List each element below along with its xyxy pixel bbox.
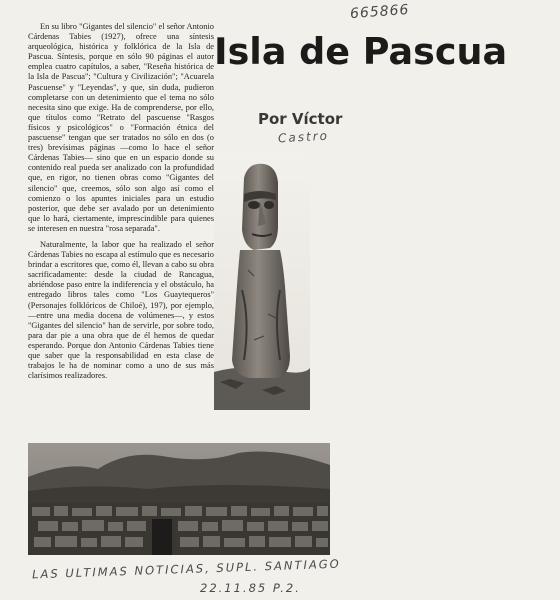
- article-paragraph-1: En su libro "Gigantes del silencio" el señor Antonio Cárdenas Tabies (1927), ofrece una síntesis arqueológica, histórica y folklórica de la Isla de Pascua. Síntesis, porque en sólo 90 páginas el autor emplea cuatro capítulos, a saber, "Reseña histórica de la Isla de Pascua"; "Cultura y Civilización"; "Acuarela Pascuense" y "Leyendas", y que, sin duda, pudieron completarse con un detenimiento que el tema no sólo necesita sino que exige. Ha de comprenderse, por ello, que títulos como "Retrato del pascuense "Rasgos físicos y psicológicos" o "Formación étnica del pascuense" tengan que ser tratados no sólo en dos (o tres) brevísimas páginas —como lo hace el señor Cárdenas Tabies— sino que en un espacio donde su contenido real pueda ser analizado con la profundidad que, en rigor, no tienen obras como "Gigantes del silencio" que, creemos, sólo son algo así como el comienzo o los apuntes iniciales para un estudio posterior, que debe ser avalado por un detenimiento que lo hará, ciertamente, imprescindible para quienes se interesen en nuestra "rosa separada".: [28, 22, 214, 233]
- article-paragraph-2: Naturalmente, la labor que ha realizado el señor Cárdenas Tabies no escapa al estímulo que es necesario brindar a escritores que, como él, llevan a cabo su obra sacrificadamente: desde la ciudad de Rancagua, abriéndose paso entre la indiferencia y el obstáculo, ha entregado libros tales como "Los Guaytequeros" (Personajes folklóricos de Chiloé), 197), por ejemplo, —entre una media docena de volúmenes—, y estos "Gigantes del silencio" han de servirle, por sobre todo, para dar pie a una obra que de él hemos de quedar esperando. Porque don Antonio Cárdenas Tabies tiene que saber que la responsabilidad en esta clase de trabajos le ha de nominar como a uno de sus más clarísimos realizadores.: [28, 239, 214, 381]
- article-body-column: [28, 22, 214, 381]
- handwritten-author-name: Castro: [277, 128, 330, 146]
- handwritten-reference-number: 665866: [349, 1, 410, 23]
- moai-statue-photo: [214, 150, 310, 410]
- article-byline: Por Víctor: [258, 110, 343, 128]
- handwritten-date-note: 22.11.85 P.2.: [200, 581, 301, 595]
- article-headline: Isla de Pascua: [214, 30, 508, 73]
- stone-wall-landscape-photo: [28, 443, 330, 555]
- handwritten-source-note: LAS ULTIMAS NOTICIAS, SUPL. SANTIAGO: [31, 556, 341, 582]
